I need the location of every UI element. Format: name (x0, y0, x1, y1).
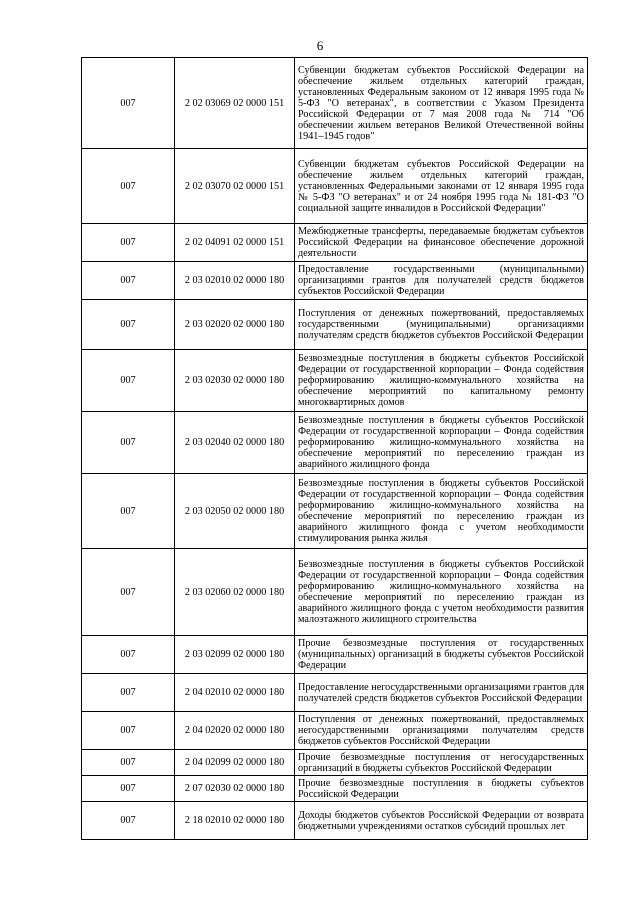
revenue-code-cell: 2 04 02010 02 0000 180 (175, 674, 295, 712)
revenue-code-cell: 2 03 02060 02 0000 180 (175, 549, 295, 636)
table-row (82, 776, 588, 802)
revenue-code-cell: 2 04 02020 02 0000 180 (175, 712, 295, 750)
revenue-name-cell: Межбюджетные трансферты, передаваемые бюджетам субъектов Российской Федерации на финансовое обеспечение дорожной деятельности (295, 224, 588, 262)
admin-code-cell: 007 (82, 674, 175, 712)
revenue-name-cell: Поступления от денежных пожертвований, предоставляемых государственными (муниципальными) организациями получателям средств бюджетов субъектов Российской Федерации (295, 300, 588, 350)
admin-code-cell: 007 (82, 149, 175, 224)
revenue-name-cell: Безвозмездные поступления в бюджеты субъектов Российской Федерации от государственной корпорации – Фонда содействия реформированию жилищно-коммунального хозяйства на обеспечение мероприятий по переселению граждан из аварийного жилищного фонда с учетом необходимости стимулирования рынка жилья (295, 474, 588, 549)
table-body (82, 58, 588, 840)
revenue-name-cell: Безвозмездные поступления в бюджеты субъектов Российской Федерации от государственной корпорации – Фонда содействия реформированию жилищно-коммунального хозяйства на обеспечение мероприятий по переселению граждан из аварийного жилищного фонда с учетом необходимости развития малоэтажного жилищного строительства (295, 549, 588, 636)
revenue-name-cell: Безвозмездные поступления в бюджеты субъектов Российской Федерации от государственной корпорации – Фонда содействия реформированию жилищно-коммунального хозяйства на обеспечение мероприятий по капитальному ремонту многоквартирных домов (295, 350, 588, 412)
admin-code-cell: 007 (82, 776, 175, 802)
revenue-code-cell: 2 03 02010 02 0000 180 (175, 262, 295, 300)
revenue-code-cell: 2 02 03069 02 0000 151 (175, 58, 295, 149)
revenue-name-cell: Прочие безвозмездные поступления от негосударственных организаций в бюджеты субъектов Российской Федерации (295, 750, 588, 776)
revenue-code-cell: 2 07 02030 02 0000 180 (175, 776, 295, 802)
revenue-codes-table (81, 57, 588, 840)
table-row (82, 636, 588, 674)
admin-code-cell: 007 (82, 474, 175, 549)
revenue-name-cell: Прочие безвозмездные поступления в бюджеты субъектов Российской Федерации (295, 776, 588, 802)
revenue-code-cell: 2 03 02099 02 0000 180 (175, 636, 295, 674)
table-row (82, 58, 588, 149)
admin-code-cell: 007 (82, 224, 175, 262)
table-row (82, 750, 588, 776)
table-row (82, 350, 588, 412)
revenue-name-cell: Безвозмездные поступления в бюджеты субъектов Российской Федерации от государственной корпорации – Фонда содействия реформированию жилищно-коммунального хозяйства на обеспечение мероприятий по переселению граждан из аварийного жилищного фонда (295, 412, 588, 474)
table-row (82, 674, 588, 712)
revenue-code-cell: 2 02 04091 02 0000 151 (175, 224, 295, 262)
admin-code-cell: 007 (82, 636, 175, 674)
table-row (82, 712, 588, 750)
revenue-code-cell: 2 03 02020 02 0000 180 (175, 300, 295, 350)
revenue-name-cell: Субвенции бюджетам субъектов Российской Федерации на обеспечение жильем отдельных категорий граждан, установленных Федеральными законами от 12 января 1995 года № 5-ФЗ "О ветеранах" и от 24 ноября 1995 года № 181-ФЗ "О социальной защите инвалидов в Российской Федерации" (295, 149, 588, 224)
admin-code-cell: 007 (82, 262, 175, 300)
admin-code-cell: 007 (82, 750, 175, 776)
revenue-code-cell: 2 18 02010 02 0000 180 (175, 802, 295, 840)
revenue-name-cell: Прочие безвозмездные поступления от государственных (муниципальных) организаций в бюджеты субъектов Российской Федерации (295, 636, 588, 674)
revenue-name-cell: Поступления от денежных пожертвований, предоставляемых негосударственными организациями получателям средств бюджетов субъектов Российской Федерации (295, 712, 588, 750)
admin-code-cell: 007 (82, 58, 175, 149)
table-row (82, 802, 588, 840)
revenue-code-cell: 2 03 02030 02 0000 180 (175, 350, 295, 412)
admin-code-cell: 007 (82, 412, 175, 474)
table-row (82, 262, 588, 300)
revenue-code-cell: 2 03 02050 02 0000 180 (175, 474, 295, 549)
admin-code-cell: 007 (82, 549, 175, 636)
table-row (82, 549, 588, 636)
revenue-code-cell: 2 03 02040 02 0000 180 (175, 412, 295, 474)
revenue-name-cell: Предоставление государственными (муниципальными) организациями грантов для получателей средств бюджетов субъектов Российской Федерации (295, 262, 588, 300)
admin-code-cell: 007 (82, 712, 175, 750)
admin-code-cell: 007 (82, 802, 175, 840)
admin-code-cell: 007 (82, 300, 175, 350)
admin-code-cell: 007 (82, 350, 175, 412)
table-row (82, 300, 588, 350)
revenue-code-cell: 2 02 03070 02 0000 151 (175, 149, 295, 224)
table-row (82, 412, 588, 474)
table-row (82, 474, 588, 549)
revenue-name-cell: Предоставление негосударственными организациями грантов для получателей средств бюджетов субъектов Российской Федерации (295, 674, 588, 712)
table-row (82, 224, 588, 262)
revenue-name-cell: Доходы бюджетов субъектов Российской Федерации от возврата бюджетными учреждениями остатков субсидий прошлых лет (295, 802, 588, 840)
table-row (82, 149, 588, 224)
revenue-name-cell: Субвенции бюджетам субъектов Российской Федерации на обеспечение жильем отдельных категорий граждан, установленных Федеральным законом от 12 января 1995 года № 5-ФЗ "О ветеранах", в соответствии с Указом Президента Российской Федерации от 7 мая 2008 года № 714 "Об обеспечении жильем ветеранов Великой Отечественной войны 1941–1945 годов" (295, 58, 588, 149)
revenue-code-cell: 2 04 02099 02 0000 180 (175, 750, 295, 776)
page-number: 6 (316, 38, 324, 53)
